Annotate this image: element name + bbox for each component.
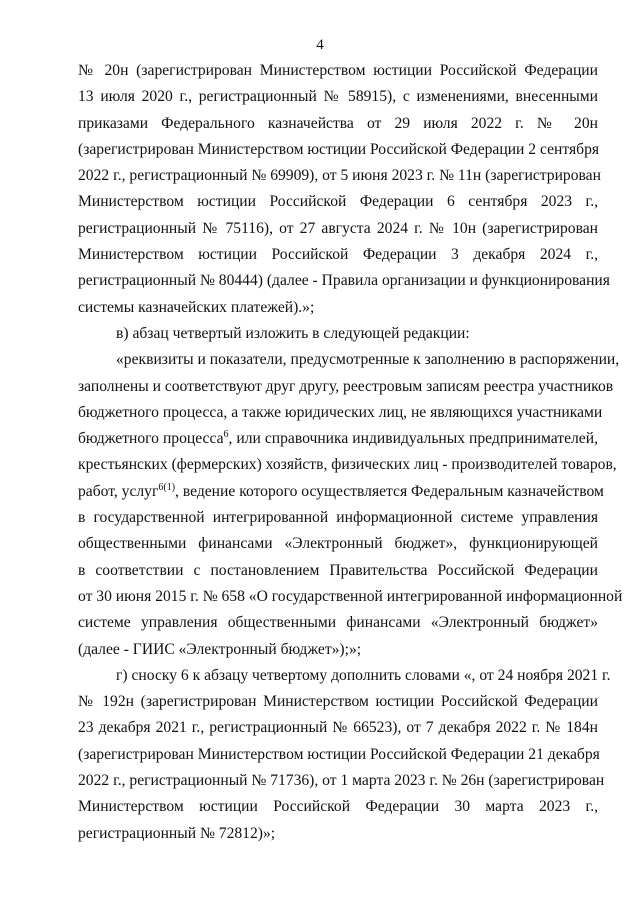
line-text: 13 июля 2020 г., регистрационный № 58915), с изменениями, внесенными <box>78 88 598 106</box>
line-text: «реквизиты и показатели, предусмотренные к заполнению в распоряжении, <box>116 351 620 369</box>
line-text: 23 декабря 2021 г., регистрационный № 66523), от 7 декабря 2022 г. № 184н <box>78 719 598 737</box>
line-text: бюджетного процесса <box>78 430 224 448</box>
line-text: (далее - ГИИС «Электронный бюджет»);»; <box>78 640 362 658</box>
text-line <box>78 295 598 321</box>
line-text: (зарегистрирован Министерством юстиции Российской Федерации 2 сентября <box>78 140 600 158</box>
line-text: (зарегистрирован Министерством юстиции Российской Федерации 21 декабря <box>78 745 600 763</box>
text-line <box>78 374 614 400</box>
text-line <box>78 505 598 531</box>
line-text: регистрационный № 80444) (далее - Правила организации и функционирования <box>78 272 610 290</box>
text-line <box>78 84 598 110</box>
footnote-marker: 6 <box>223 428 229 440</box>
text-line <box>78 137 598 163</box>
text-line <box>78 216 598 242</box>
document-body <box>78 58 623 847</box>
text-line <box>78 479 604 505</box>
line-text-continued: , ведение которого осуществляется Федеральным казначейством <box>175 482 604 500</box>
line-text: Министерством юстиции Российской Федерации 30 марта 2023 г., <box>78 798 598 816</box>
line-text: приказами Федерального казначейства от 29 июля 2022 г. № 20н <box>78 114 598 132</box>
text-line <box>78 426 598 452</box>
line-text: № 192н (зарегистрирован Министерством юстиции Российской Федерации <box>78 693 598 711</box>
line-text: общественными финансами «Электронный бюджет», функционирующей <box>78 535 598 553</box>
line-text: Министерством юстиции Российской Федерации 6 сентября 2023 г., <box>78 193 598 211</box>
line-text: регистрационный № 75116), от 27 августа 2024 г. № 10н (зарегистрирован <box>78 219 598 237</box>
text-line <box>78 610 598 636</box>
text-line <box>78 558 598 584</box>
line-text: работ, услуг <box>78 482 159 500</box>
text-line <box>78 637 598 663</box>
paragraph-item-v <box>78 321 598 347</box>
text-line <box>78 794 598 820</box>
text-line <box>78 58 598 84</box>
text-line <box>78 347 620 373</box>
text-line <box>78 163 601 189</box>
line-text: системе управления общественными финансами «Электронный бюджет» <box>78 614 598 632</box>
line-text: г) сноску 6 к абзацу четвертому дополнить словами «, от 24 ноября 2021 г. <box>116 666 611 684</box>
text-line <box>78 742 598 768</box>
text-line <box>78 689 598 715</box>
text-line <box>78 584 623 610</box>
text-line <box>78 768 605 794</box>
line-text: 2022 г., регистрационный № 69909), от 5 июня 2023 г. № 11н (зарегистрирован <box>78 167 601 185</box>
line-text: системы казначейских платежей).»; <box>78 298 315 316</box>
footnote-marker: 6(1) <box>158 481 176 493</box>
page-number: 4 <box>316 37 324 53</box>
line-text-continued: , или справочника индивидуальных предпринимателей, <box>228 430 598 448</box>
text-line <box>78 715 598 741</box>
paragraph-item-v-quote <box>78 347 623 663</box>
text-line <box>78 321 598 347</box>
text-line <box>78 268 610 294</box>
text-line <box>78 663 611 689</box>
line-text: крестьянских (фермерских) хозяйств, физических лиц - производителей товаров, <box>78 456 617 474</box>
paragraph-item-g <box>78 663 611 847</box>
text-line <box>78 111 598 137</box>
text-line <box>78 821 598 847</box>
line-text: от 30 июня 2015 г. № 658 «О государственной интегрированной информационной <box>78 587 623 605</box>
line-text: № 20н (зарегистрирован Министерством юстиции Российской Федерации <box>78 62 598 79</box>
paragraph-continuation <box>78 58 610 321</box>
line-text: 2022 г., регистрационный № 71736), от 1 марта 2023 г. № 26н (зарегистрирован <box>78 772 605 790</box>
line-text: регистрационный № 72812)»; <box>78 824 276 842</box>
line-text: Министерством юстиции Российской Федерации 3 декабря 2024 г., <box>78 246 598 264</box>
line-text: заполнены и соответствуют друг другу, реестровым записям реестра участников <box>78 377 614 395</box>
text-line <box>78 189 598 215</box>
line-text: бюджетного процесса, а также юридических лиц, не являющихся участниками <box>78 403 603 421</box>
text-line <box>78 531 598 557</box>
line-text: в) абзац четвертый изложить в следующей редакции: <box>116 324 470 342</box>
line-text: в соответствии с постановлением Правительства Российской Федерации <box>78 561 598 579</box>
line-text: в государственной интегрированной информационной системе управления <box>78 509 598 527</box>
text-line <box>78 242 598 268</box>
text-line <box>78 400 603 426</box>
text-line <box>78 452 617 478</box>
